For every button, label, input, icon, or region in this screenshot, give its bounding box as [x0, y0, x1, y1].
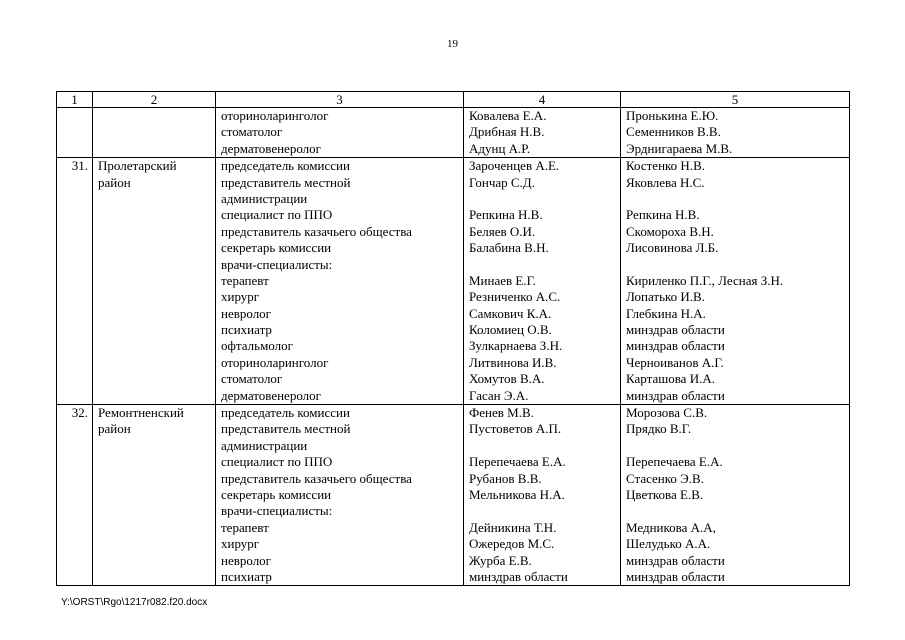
member-line: Мельникова Н.А.: [469, 486, 565, 502]
member-line: Литвинова И.В.: [469, 354, 557, 370]
reserve-line: Кириленко П.Г., Лесная З.Н.: [626, 272, 784, 288]
member-line: минздрав области: [469, 568, 568, 584]
role-line: представитель местной: [221, 421, 351, 437]
member-line: Адунц А.Р.: [469, 140, 531, 156]
member-line: Балабина В.Н.: [469, 240, 549, 256]
page-number: 19: [447, 38, 458, 50]
role-line: невролог: [221, 552, 272, 568]
reserve-line: Морозова С.В.: [626, 405, 708, 421]
reserve-line: Цветкова Е.В.: [626, 486, 704, 502]
reserve-line: минздрав области: [626, 338, 725, 354]
reserve-line: Перепечаева Е.А.: [626, 454, 723, 470]
district-line: [98, 108, 215, 124]
member-line: Минаев Е.Г.: [469, 272, 536, 288]
reserve-line: Костенко Н.В.: [626, 158, 705, 174]
member-line: Дрибная Н.В.: [469, 124, 545, 140]
reserve-line: Лопатько И.В.: [626, 289, 705, 305]
reserve-line: Черноиванов А.Г.: [626, 354, 724, 370]
role-line: терапевт: [221, 519, 269, 535]
header-cell: 4: [464, 92, 621, 108]
reserve-line: Медникова А.А,: [626, 519, 716, 535]
role-line: секретарь комиссии: [221, 240, 332, 256]
table-header-row: [57, 92, 850, 108]
header-cell: 5: [621, 92, 850, 108]
reserve-line: Скомороха В.Н.: [626, 223, 714, 239]
role-line: оториноларинголог: [221, 108, 329, 123]
member-line: Резниченко А.С.: [469, 289, 561, 305]
header-cell: 2: [93, 92, 216, 108]
role-cell: [216, 405, 464, 586]
role-line: врачи-специалисты:: [221, 256, 333, 272]
role-line: секретарь комиссии: [221, 486, 332, 502]
reserve-line: Прядко В.Г.: [626, 421, 692, 437]
district-line: Пролетарский: [98, 158, 177, 174]
role-line: администрации: [221, 190, 308, 206]
district-line: район: [98, 421, 131, 437]
member-line: Коломиец О.В.: [469, 322, 552, 338]
role-line: стоматолог: [221, 124, 283, 140]
role-line: специалист по ППО: [221, 207, 333, 223]
role-line: администрации: [221, 437, 308, 453]
member-line: Хомутов В.А.: [469, 371, 545, 387]
district-cell: [93, 158, 216, 405]
member-line: Беляев О.И.: [469, 223, 536, 239]
role-line: врачи-специалисты:: [221, 503, 333, 519]
district-line: район: [98, 174, 131, 190]
file-path-footer: Y:\ORST\Rgo\1217r082.f20.docx: [61, 597, 208, 608]
role-line: оториноларинголог: [221, 354, 329, 370]
member-line: [469, 438, 620, 454]
member-line: Пустоветов А.П.: [469, 421, 562, 437]
member-line: [469, 191, 620, 207]
member-line: Журба Е.В.: [469, 552, 532, 568]
member-line: [469, 503, 620, 519]
role-line: дерматовенеролог: [221, 387, 321, 403]
role-line: представитель казачьего общества: [221, 470, 412, 486]
role-line: хирург: [221, 289, 260, 305]
member-line: Гончар С.Д.: [469, 174, 535, 190]
role-line: представитель казачьего общества: [221, 223, 412, 239]
role-line: терапевт: [221, 272, 269, 288]
reserve-line: Семенников В.В.: [626, 124, 721, 140]
role-line: психиатр: [221, 322, 272, 338]
role-line: хирург: [221, 536, 260, 552]
member-cell: [464, 108, 621, 158]
row-number: 31.: [57, 158, 93, 405]
header-cell: 3: [216, 92, 464, 108]
reserve-line: Карташова И.А.: [626, 371, 715, 387]
reserve-line: Стасенко Э.В.: [626, 470, 704, 486]
reserve-cell: [621, 108, 850, 158]
member-line: Рубанов В.В.: [469, 470, 542, 486]
reserve-line: минздрав области: [626, 568, 725, 584]
district-cell: [93, 108, 216, 158]
reserve-line: Пронькина Е.Ю.: [626, 108, 719, 123]
table-row: [57, 405, 850, 586]
role-line: дерматовенеролог: [221, 140, 321, 156]
table-row: [57, 158, 850, 405]
reserve-line: Глебкина Н.А.: [626, 305, 706, 321]
district-cell: [93, 405, 216, 586]
member-line: Ковалева Е.А.: [469, 108, 547, 123]
reserve-cell: [621, 158, 850, 405]
table-row: [57, 108, 850, 158]
member-line: Самкович К.А.: [469, 305, 552, 321]
role-line: офтальмолог: [221, 338, 293, 354]
reserve-line: минздрав области: [626, 552, 725, 568]
role-line: специалист по ППО: [221, 454, 333, 470]
reserve-line: [626, 503, 849, 519]
header-cell: 1: [57, 92, 93, 108]
reserve-line: Шелудько А.А.: [626, 536, 711, 552]
reserve-line: Репкина Н.В.: [626, 207, 700, 223]
reserve-cell: [621, 405, 850, 586]
role-line: представитель местной: [221, 174, 351, 190]
reserve-line: [626, 438, 849, 454]
reserve-line: Эрднигараева М.В.: [626, 140, 733, 156]
reserve-line: Яковлева Н.С.: [626, 174, 705, 190]
row-number: [57, 108, 93, 158]
member-line: Ожередов М.С.: [469, 536, 555, 552]
role-line: стоматолог: [221, 371, 283, 387]
reserve-line: минздрав области: [626, 322, 725, 338]
member-line: Фенев М.В.: [469, 405, 534, 421]
member-line: Репкина Н.В.: [469, 207, 543, 223]
member-cell: [464, 405, 621, 586]
reserve-line: Лисовинова Л.Б.: [626, 240, 719, 256]
role-cell: [216, 108, 464, 158]
role-line: председатель комиссии: [221, 158, 350, 174]
member-line: Гасан Э.А.: [469, 387, 529, 403]
member-cell: [464, 158, 621, 405]
district-line: Ремонтненский: [98, 405, 184, 421]
reserve-line: [626, 257, 849, 273]
reserve-line: [626, 191, 849, 207]
reserve-line: минздрав области: [626, 387, 725, 403]
member-line: Перепечаева Е.А.: [469, 454, 566, 470]
role-line: невролог: [221, 305, 272, 321]
role-cell: [216, 158, 464, 405]
member-line: Зароченцев А.Е.: [469, 158, 560, 174]
role-line: психиатр: [221, 568, 272, 584]
commission-table: [56, 91, 850, 586]
member-line: [469, 257, 620, 273]
role-line: председатель комиссии: [221, 405, 350, 421]
member-line: Дейникина Т.Н.: [469, 519, 557, 535]
row-number: 32.: [57, 405, 93, 586]
member-line: Зулкарнаева З.Н.: [469, 338, 563, 354]
